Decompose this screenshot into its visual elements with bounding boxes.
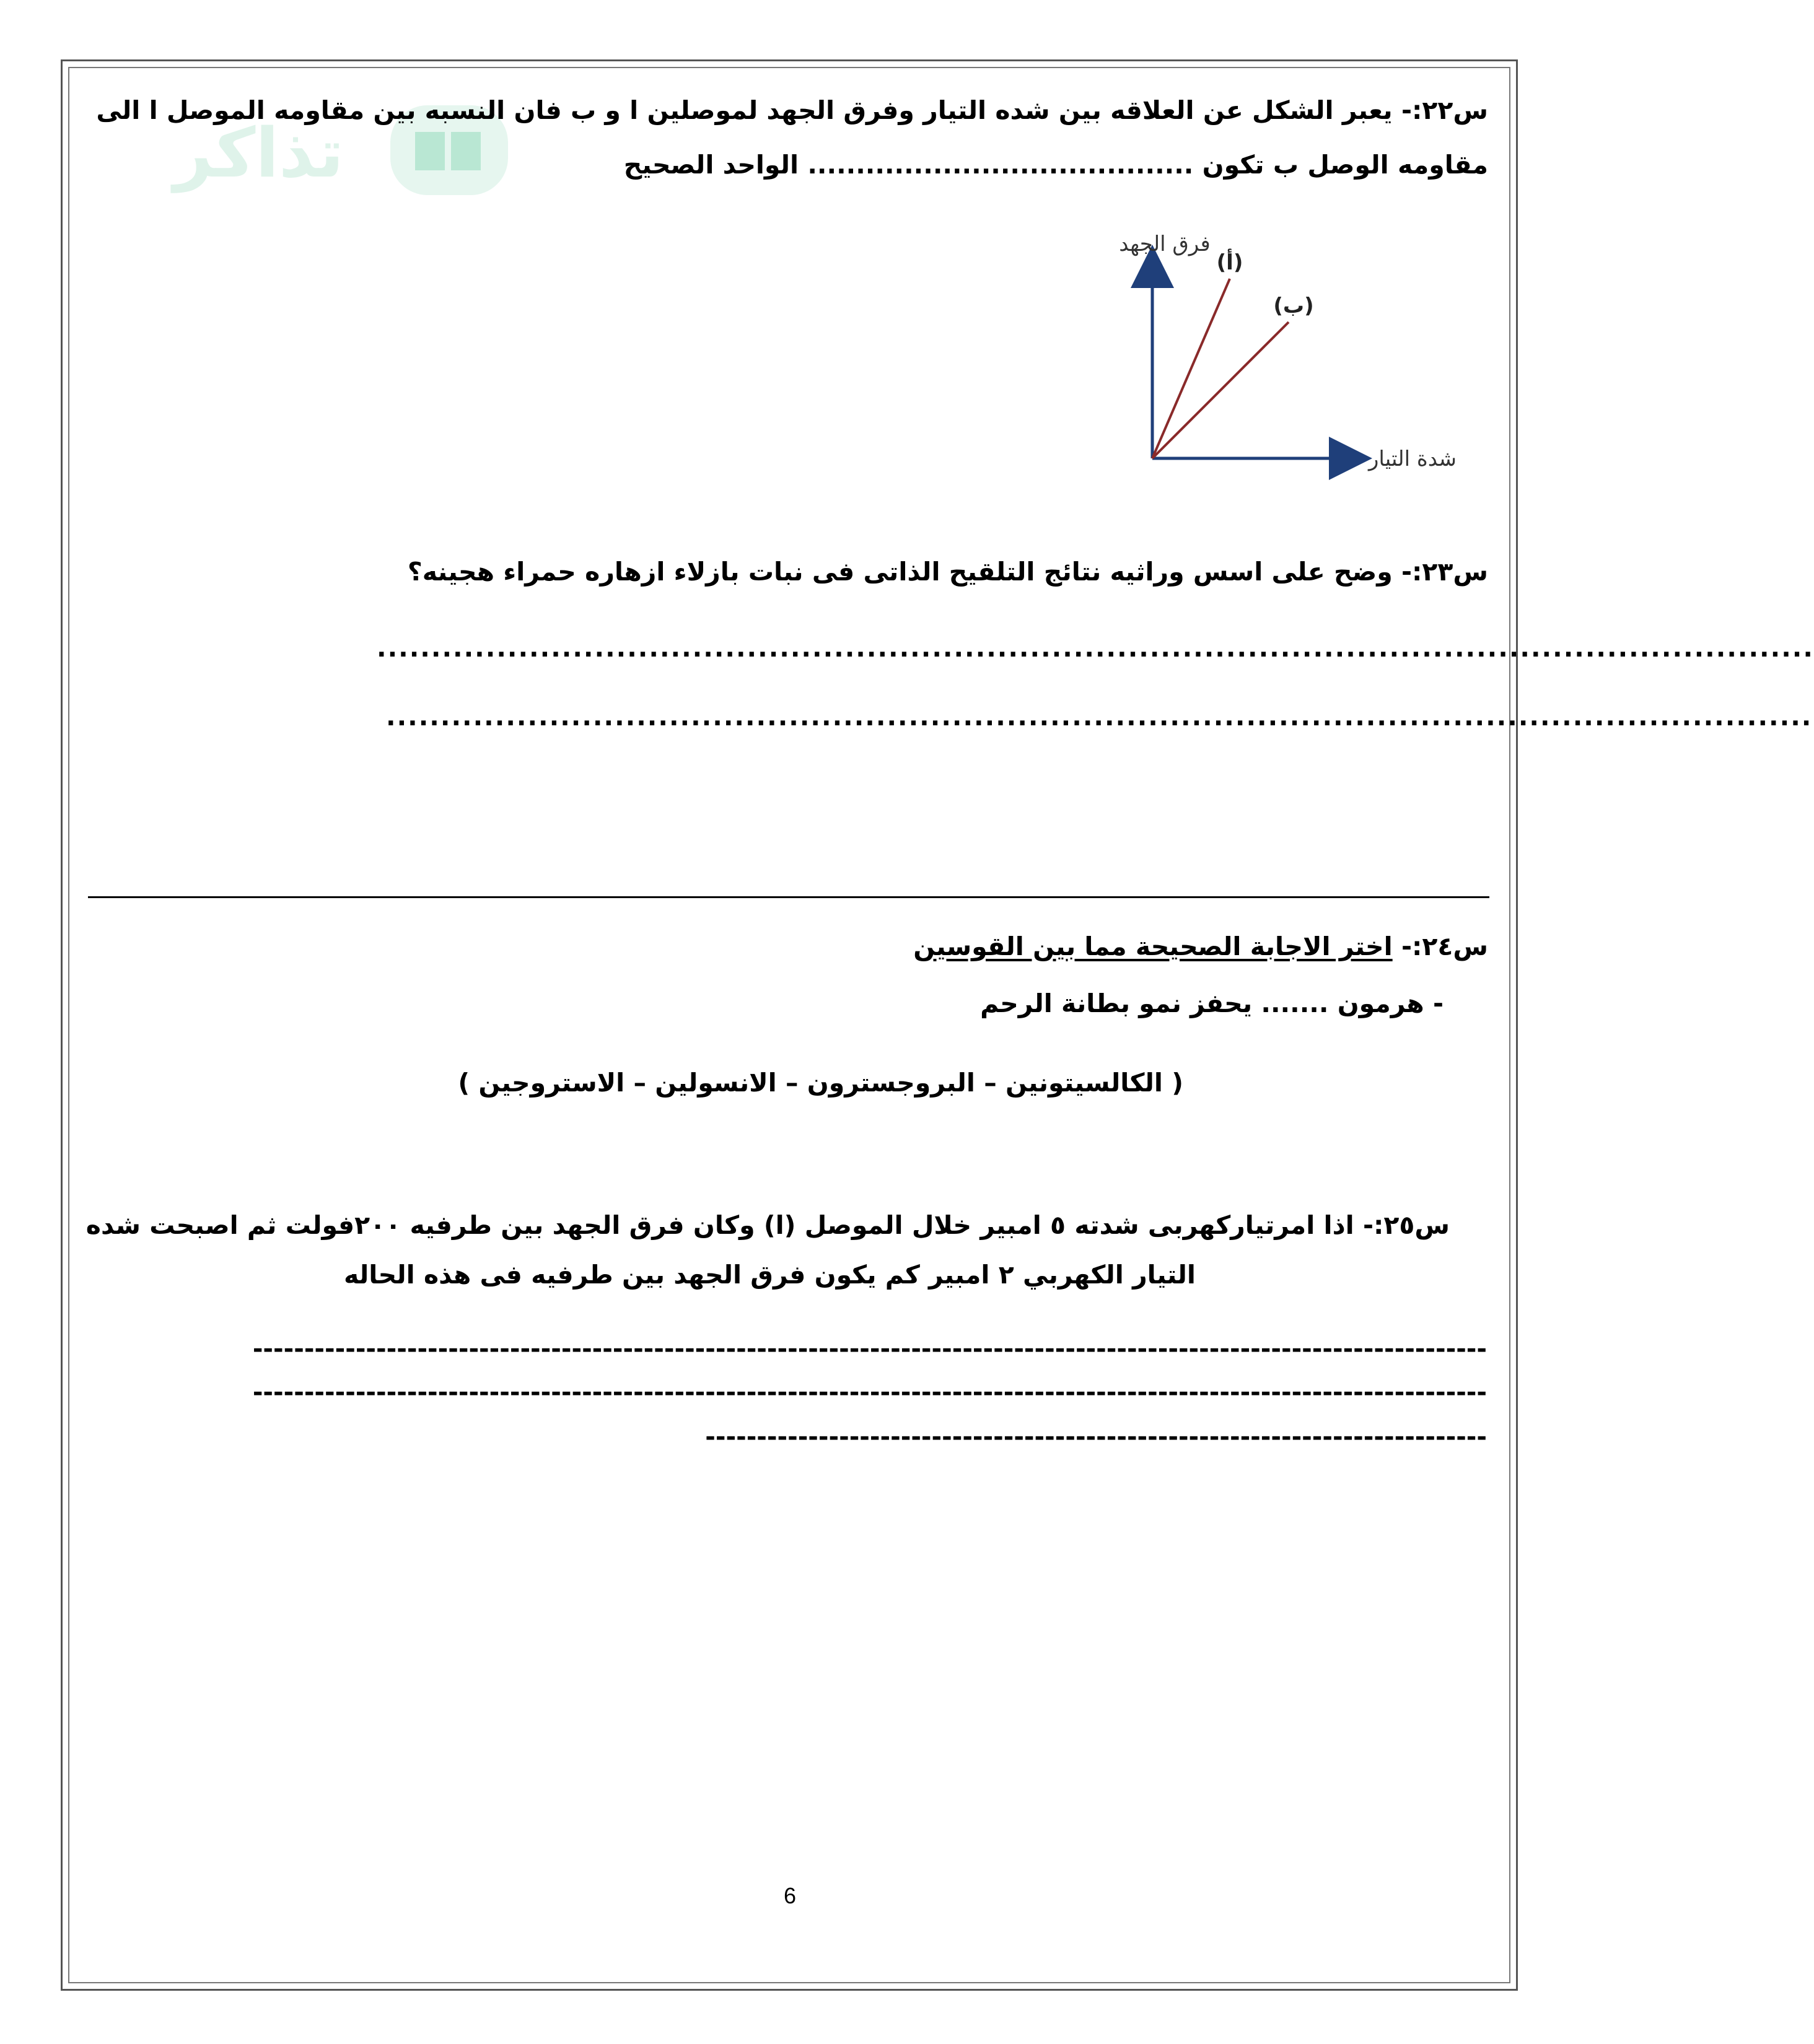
q25-answer-line-2[interactable]: ------------------------------------------------------------------------------------------------------------------------ bbox=[252, 1378, 1487, 1407]
q22-line-1: س٢٢:- يعبر الشكل عن العلاقه بين شده التيار وفرق الجهد لموصلين ا و ب فان النسبه بين مقاومه الموصل ا الى bbox=[96, 95, 1488, 125]
q25-answer-line-3[interactable]: ---------------------------------------------------------------------------- bbox=[705, 1423, 1487, 1451]
q23-question: س٢٣:- وضح على اسس وراثيه نتائج التلقيح الذاتى فى نبات بازلاء ازهاره حمراء هجينه؟ bbox=[407, 557, 1488, 587]
q24-heading-text: اختر الاجابة الصحيحة مما بين القوسين bbox=[913, 932, 1393, 961]
line-a bbox=[1152, 279, 1230, 458]
watermark-text: تذاكر bbox=[173, 113, 344, 193]
line-a-label: (أ) bbox=[1216, 250, 1243, 275]
voltage-current-graph bbox=[1103, 223, 1474, 483]
y-axis-label: فرق الجهد bbox=[1119, 232, 1211, 256]
q24-item: - هرمون ....... يحفز نمو بطانة الرحم bbox=[980, 989, 1444, 1018]
x-axis-label: شدة التيار bbox=[1368, 447, 1457, 471]
line-b-label: (ب) bbox=[1273, 294, 1314, 318]
section-divider bbox=[88, 896, 1489, 898]
q25-line-1: س٢٥:- اذا امرتياركهربى شدته ٥ امبير خلال الموصل (ا) وكان فرق الجهد بين طرفيه ٢٠٠فولت ثم اصبحت شده bbox=[85, 1210, 1450, 1240]
q24-prefix: س٢٤:- bbox=[1392, 932, 1488, 961]
q25-line-2: التيار الكهربي ٢ امبير كم يكون فرق الجهد بين طرفيه فى هذه الحاله bbox=[344, 1260, 1196, 1290]
q22-line-2: مقاومه الوصل ب تكون ........................................ الواحد الصحيح bbox=[623, 150, 1488, 180]
q25-answer-line-1[interactable]: ------------------------------------------------------------------------------------------------------------------------ bbox=[252, 1335, 1487, 1363]
q23-answer-line-1[interactable]: .................................................................................................................................... bbox=[377, 633, 1814, 663]
page-number: 6 bbox=[783, 1883, 797, 1908]
q24-choices: ( الكالسيتونين – البروجسترون – الانسولين – الاستروجين ) bbox=[458, 1068, 1183, 1098]
line-b bbox=[1152, 322, 1289, 458]
q24-heading bbox=[913, 929, 1488, 964]
q23-answer-line-2[interactable]: ................................................................................................................................... bbox=[386, 702, 1813, 732]
